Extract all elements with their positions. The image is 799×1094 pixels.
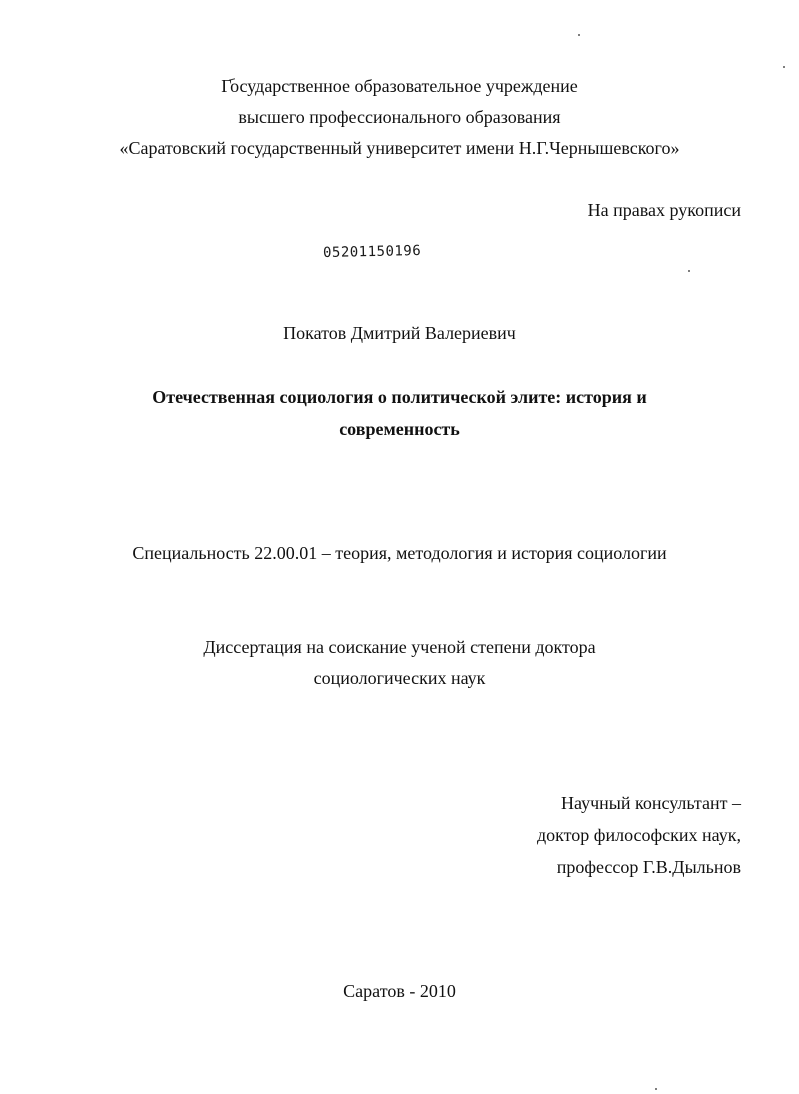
library-stamp-number: 05201150196	[322, 242, 422, 262]
place-and-year: Саратов - 2010	[343, 981, 456, 1001]
manuscript-rights-note: На правах рукописи	[587, 200, 741, 220]
scan-speck	[783, 66, 785, 68]
degree-line-2: социологических наук	[313, 668, 486, 688]
dissertation-title-line-2: современность	[339, 419, 460, 439]
institution-line-2: высшего профессионального образования	[238, 107, 561, 127]
dissertation-title-line-1: Отечественная социология о политической элите: история и	[152, 387, 647, 407]
specialty-line: Специальность 22.00.01 – теория, методология и история социологии	[132, 543, 667, 563]
author-name: Покатов Дмитрий Валериевич	[283, 323, 516, 343]
scan-speck	[688, 270, 690, 272]
scan-speck	[655, 1088, 657, 1090]
advisor-line-3: профессор Г.В.Дыльнов	[556, 857, 741, 877]
degree-line-1: Диссертация на соискание ученой степени доктора	[203, 637, 596, 657]
scan-speck	[578, 34, 580, 36]
advisor-line-1: Научный консультант –	[561, 793, 741, 813]
institution-line-1: Государственное образовательное учреждение	[221, 76, 578, 96]
institution-line-3: «Саратовский государственный университет имени Н.Г.Чернышевского»	[119, 138, 680, 158]
advisor-line-2: доктор философских наук,	[537, 825, 741, 845]
